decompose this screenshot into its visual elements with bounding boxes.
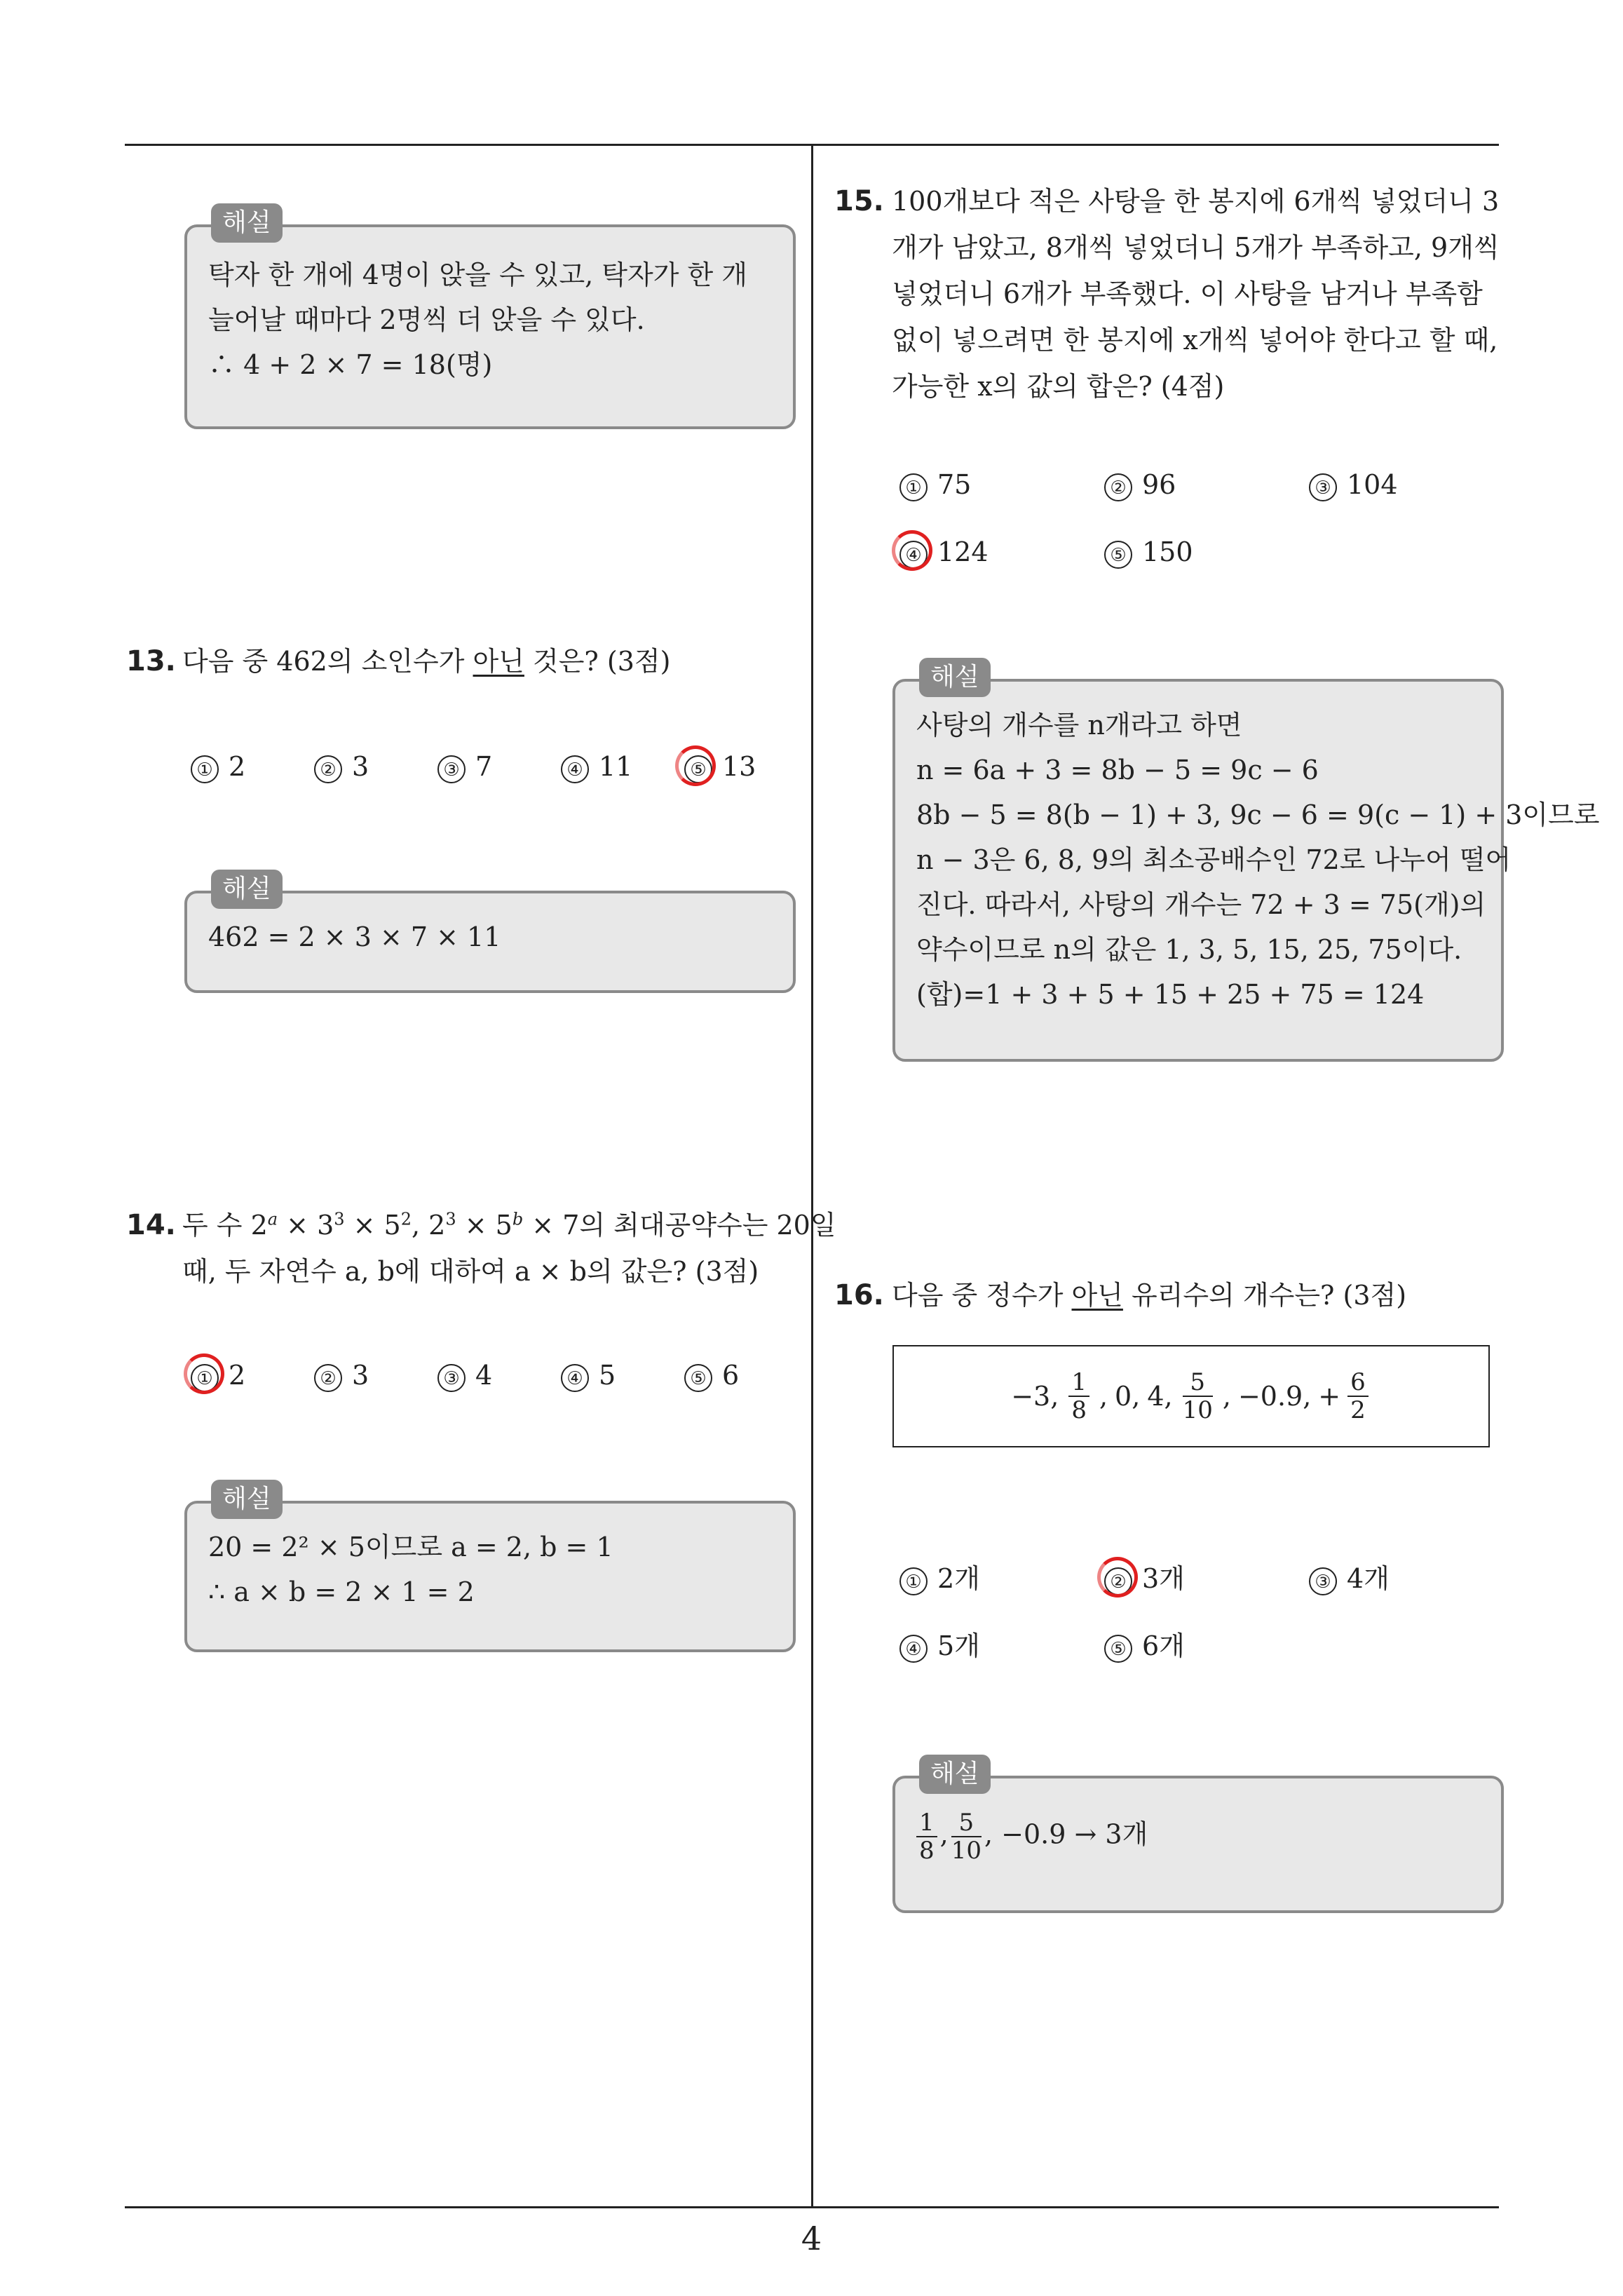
choice-3[interactable]: ③ 4: [437, 1359, 492, 1392]
answer-mark: [892, 530, 932, 571]
choice-1[interactable]: ① 75: [899, 468, 971, 501]
answer-mark: [675, 745, 716, 786]
question-text: 두 수 $2^a \times 3^3 \times 5^2$, $2^3 \times 5^b \times 7$의 최대공약수는 20일 때, 두 자연수 a, b에 대하여 a × b의 값은? (3점): [182, 1209, 836, 1287]
choice-2[interactable]: ② 3개: [1104, 1562, 1185, 1595]
question-text: 다음 중 정수가 아닌 유리수의 개수는? (3점): [892, 1280, 1407, 1311]
choice-4[interactable]: ④ 5: [561, 1359, 616, 1392]
q12-solution-box: [184, 208, 796, 429]
solution-line: 8b − 5 = 8(b − 1) + 3, 9c − 6 = 9(c − 1) + 3이므로: [916, 799, 1600, 830]
answer-mark: [1097, 1557, 1138, 1598]
choice-4[interactable]: ④ 11: [561, 750, 632, 783]
solution-line: 사탕의 개수를 n개라고 하면: [916, 710, 1242, 741]
choice-5[interactable]: ⑤ 13: [684, 750, 756, 783]
choice-2[interactable]: ② 96: [1104, 468, 1176, 501]
q14-solution-box: [184, 1485, 796, 1652]
solution-line: 탁자 한 개에 4명이 앉을 수 있고, 탁자가 한 개: [208, 259, 748, 290]
solution-line: ∴ a × b = 2 × 1 = 2: [208, 1576, 475, 1607]
question-13: [126, 638, 799, 684]
choice-3[interactable]: ③ 7: [437, 750, 492, 783]
choice-5[interactable]: ⑤ 6개: [1104, 1630, 1185, 1663]
solution-line: 20 = 2² × 5이므로 a = 2, b = 1: [208, 1532, 613, 1562]
solution-tag: 해설: [211, 1480, 283, 1519]
choice-3[interactable]: ③ 4개: [1309, 1562, 1390, 1595]
bottom-rule: [125, 2206, 1499, 2208]
q15-solution-box: [892, 663, 1600, 1062]
solution-line: n − 3은 6, 8, 9의 최소공배수인 72로 나누어 떨어: [916, 844, 1512, 875]
choice-1[interactable]: ① 2: [191, 750, 245, 783]
fraction: $\frac{1}{8}$: [916, 1809, 937, 1864]
choice-4[interactable]: ④ 5개: [899, 1630, 980, 1663]
question-number: 14.: [126, 1209, 176, 1241]
choice-5[interactable]: ⑤ 6: [684, 1359, 739, 1392]
fraction: $\frac{1}{8}$: [1068, 1369, 1089, 1424]
solution-line: 진다. 따라서, 사탕의 개수는 72 + 3 = 75(개)의: [916, 889, 1486, 920]
choice-4[interactable]: ④ 124: [899, 536, 989, 569]
q13-solution-box: [184, 874, 796, 993]
solution-line: 늘어날 때마다 2명씩 더 앉을 수 있다.: [208, 304, 645, 335]
page-number: 4: [801, 2220, 822, 2257]
fraction: $\frac{5}{10}$: [951, 1809, 982, 1865]
question-text: 100개보다 적은 사탕을 한 봉지에 6개씩 넣었더니 3 개가 남았고, 8개씩 넣었더니 5개가 부족하고, 9개씩 넣었더니 6개가 부족했다. 이 사탕을 남거나 부족함 없이 넣으려면 한 봉지에 x개씩 넣어야 한다고 할 때, 가능한 x의 값의 합은? (4점): [892, 186, 1500, 402]
q16-solution-box: [892, 1760, 1504, 1913]
choice-3[interactable]: ③ 104: [1309, 468, 1398, 501]
solution-line: (합)=1 + 3 + 5 + 15 + 25 + 75 = 124: [916, 979, 1425, 1010]
solution-tag: 해설: [919, 658, 991, 697]
question-16: [834, 1272, 1507, 1318]
choice-2[interactable]: ② 3: [314, 750, 369, 783]
solution-line: $\frac{1}{8}$ , $\frac{5}{10}$ , −0.9 → 3개: [916, 1809, 1480, 1864]
given-numbers-box: −3, $\frac{1}{8}$ , 0, 4, $\frac{5}{10}$ , −0.9, + $\frac{6}{2}$: [892, 1345, 1490, 1447]
solution-line: 462 = 2 × 3 × 7 × 11: [208, 921, 501, 952]
solution-tag: 해설: [211, 203, 283, 243]
question-text: 다음 중 462의 소인수가 아닌 것은? (3점): [182, 646, 671, 677]
solution-tag: 해설: [211, 870, 283, 909]
column-divider: [811, 145, 813, 2207]
choice-2[interactable]: ② 3: [314, 1359, 369, 1392]
choice-1[interactable]: ① 2개: [899, 1562, 980, 1595]
solution-line: 약수이므로 n의 값은 1, 3, 5, 15, 25, 75이다.: [916, 934, 1462, 965]
answer-mark: [184, 1353, 224, 1394]
fraction: $\frac{5}{10}$: [1182, 1368, 1213, 1424]
fraction: $\frac{6}{2}$: [1347, 1369, 1369, 1424]
question-number: 16.: [834, 1279, 884, 1311]
solution-tag: 해설: [919, 1755, 991, 1794]
question-15: [834, 178, 1507, 410]
choice-1[interactable]: ① 2: [191, 1359, 245, 1392]
solution-line: ∴ 4 + 2 × 7 = 18(명): [208, 349, 493, 380]
choice-5[interactable]: ⑤ 150: [1104, 536, 1193, 569]
solution-line: n = 6a + 3 = 8b − 5 = 9c − 6: [916, 755, 1319, 785]
question-number: 15.: [834, 185, 884, 217]
question-14: [126, 1202, 836, 1295]
question-number: 13.: [126, 645, 176, 677]
